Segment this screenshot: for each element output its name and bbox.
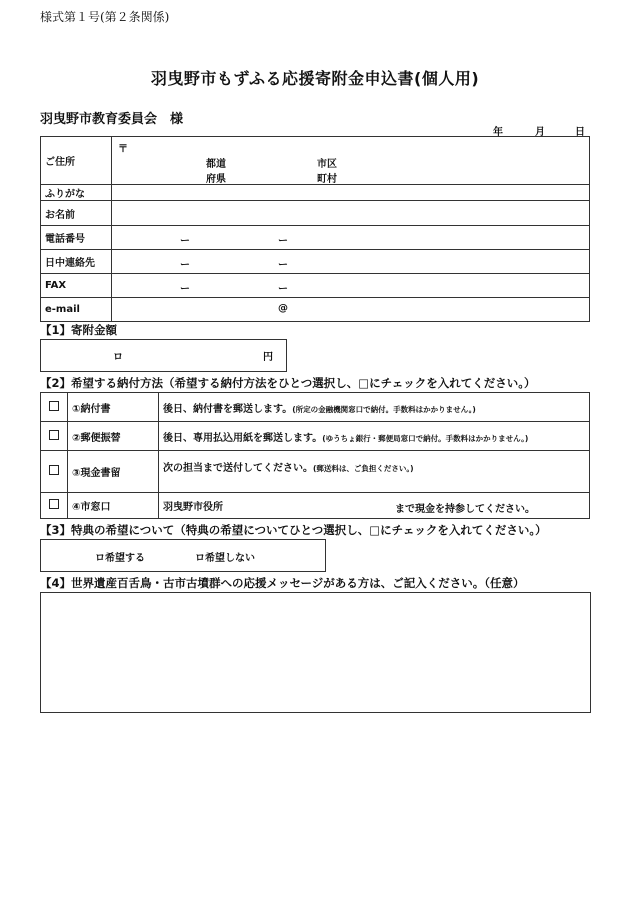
form-code: 様式第１号(第２条関係)	[40, 10, 170, 24]
method-description	[159, 451, 590, 493]
email-label: e-mail	[41, 298, 112, 322]
date-month-label: 月	[535, 127, 545, 138]
personal-info-table	[40, 136, 590, 322]
method-checkbox-cell[interactable]	[41, 393, 68, 422]
fax-row	[41, 274, 590, 298]
method-checkbox-cell[interactable]	[41, 422, 68, 451]
benefit-yes-option[interactable]: ロ希望する	[95, 553, 145, 564]
method-note: (ゆうちょ銀行・郵便局窓口で納付。手数料はかかりません。)	[322, 433, 529, 443]
daytime-row	[41, 250, 590, 274]
checkbox-icon[interactable]	[49, 430, 59, 440]
method-checkbox-cell[interactable]	[41, 493, 68, 519]
prefecture-label-2: 府県	[206, 174, 226, 185]
address-label: ご住所	[41, 137, 112, 185]
method-note: (郵送料は、ご負担ください。)	[313, 464, 414, 473]
method-row	[41, 422, 590, 451]
method-checkbox-cell[interactable]	[41, 451, 68, 493]
at-mark: @	[278, 303, 288, 314]
checkbox-icon[interactable]	[49, 401, 59, 411]
date-year-label: 年	[493, 127, 503, 138]
phone-dash-2: ー	[278, 236, 288, 247]
fax-label: FAX	[41, 274, 112, 298]
method-note: (所定の金融機関窓口で納付。手数料はかかりません。)	[292, 404, 476, 414]
fax-field[interactable]	[112, 274, 590, 298]
furigana-label: ふりがな	[41, 185, 112, 201]
method-note: まで現金を持参してください。	[395, 504, 535, 515]
fax-dash-2: ー	[278, 284, 288, 295]
benefit-choice-box	[40, 539, 326, 572]
address-field[interactable]	[112, 137, 590, 185]
phone-label: 電話番号	[41, 226, 112, 250]
email-row	[41, 298, 590, 322]
method-description	[159, 393, 590, 422]
method-desc-text: 後日、専用払込用紙を郵送します。	[163, 432, 323, 444]
address-row	[41, 137, 590, 185]
method-name: ④市窓口	[68, 493, 159, 519]
city-label-2: 町村	[317, 174, 337, 185]
method-row	[41, 493, 590, 519]
checkbox-icon[interactable]	[49, 465, 59, 475]
daytime-field[interactable]	[112, 250, 590, 274]
method-name: ②郵便振替	[68, 422, 159, 451]
daytime-label: 日中連絡先	[41, 250, 112, 274]
support-message-box[interactable]	[40, 592, 591, 713]
method-desc-text: 後日、納付書を郵送します。	[163, 403, 293, 415]
daytime-dash-1: ー	[180, 260, 190, 271]
phone-dash-1: ー	[180, 236, 190, 247]
furigana-row	[41, 185, 590, 201]
method-description	[159, 493, 590, 519]
date-day-label: 日	[575, 127, 585, 138]
fax-dash-1: ー	[180, 284, 190, 295]
postal-mark: 〒	[118, 144, 128, 155]
addressee: 羽曳野市教育委員会 様	[40, 112, 184, 127]
name-row	[41, 201, 590, 226]
amount-mark: ロ	[113, 352, 123, 363]
email-field[interactable]	[112, 298, 590, 322]
benefit-no-option[interactable]: ロ希望しない	[195, 553, 255, 564]
payment-method-table	[40, 392, 590, 519]
phone-field[interactable]	[112, 226, 590, 250]
method-row	[41, 451, 590, 493]
furigana-field[interactable]	[112, 185, 590, 201]
page-title: 羽曳野市もずふる応援寄附金申込書(個人用)	[150, 69, 480, 88]
donation-amount-box[interactable]	[40, 339, 287, 372]
section1-heading: 【1】寄附金額	[40, 323, 118, 337]
method-name: ③現金書留	[68, 451, 159, 493]
city-label-1: 市区	[317, 159, 337, 170]
section2-heading: 【2】希望する納付方法（希望する納付方法をひとつ選択し、□にチェックを入れてください。）	[40, 376, 536, 390]
method-name: ①納付書	[68, 393, 159, 422]
method-description	[159, 422, 590, 451]
checkbox-icon[interactable]	[49, 499, 59, 509]
phone-row	[41, 226, 590, 250]
method-desc-text: 羽曳野市役所	[163, 502, 223, 513]
method-row	[41, 393, 590, 422]
section4-heading: 【4】世界遺産百舌鳥・古市古墳群への応援メッセージがある方は、ご記入ください。（任意）	[40, 576, 525, 590]
name-field[interactable]	[112, 201, 590, 226]
section3-heading: 【3】特典の希望について（特典の希望についてひとつ選択し、□にチェックを入れてください。）	[40, 523, 547, 537]
daytime-dash-2: ー	[278, 260, 288, 271]
prefecture-label-1: 都道	[206, 159, 226, 170]
yen-label: 円	[263, 352, 273, 363]
name-label: お名前	[41, 201, 112, 226]
method-desc-text: 次の担当まで送付してください。	[163, 463, 313, 474]
